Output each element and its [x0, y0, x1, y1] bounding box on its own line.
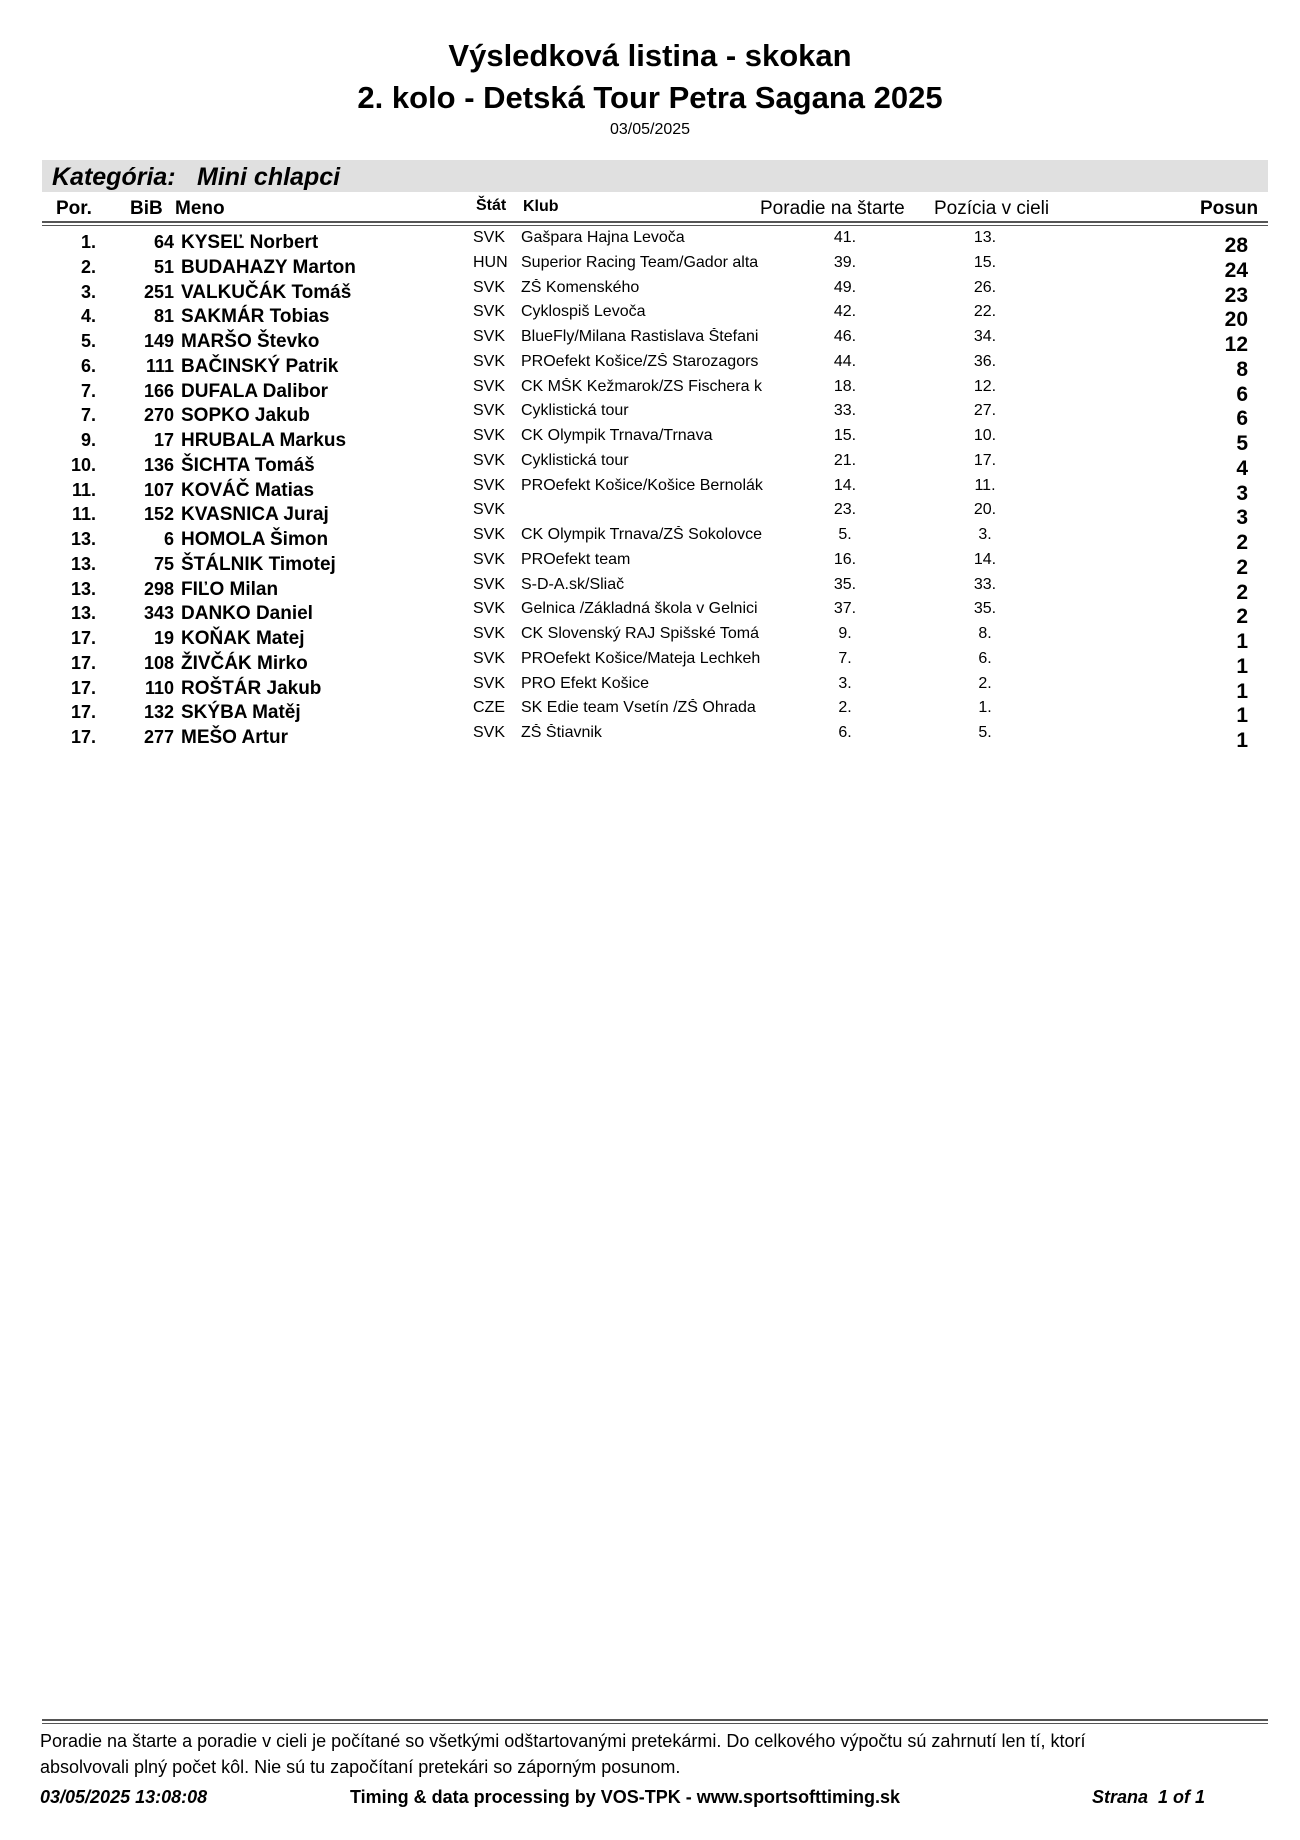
row-start-rank: 16.: [833, 550, 857, 568]
row-club: PROefekt team: [521, 550, 631, 568]
row-position: 3.: [80, 281, 96, 302]
row-finish-position: 1.: [978, 699, 992, 717]
row-nation: SVK: [473, 427, 506, 444]
table-row: [0, 723, 1300, 752]
table-row: [0, 352, 1300, 381]
row-gain: 6: [1236, 407, 1248, 431]
row-gain: 1: [1236, 630, 1248, 653]
row-name: SAKMÁR Tobias: [181, 306, 330, 328]
row-finish-position: 20.: [973, 501, 997, 519]
row-finish-position: 12.: [973, 377, 997, 395]
row-nation: SVK: [473, 229, 506, 246]
row-bib: 166: [143, 380, 174, 401]
footer-note-line2: absolvovali plný počet kôl. Nie sú tu započítaní pretekári so záporným posunom.: [40, 1757, 681, 1777]
row-gain: 28: [1224, 234, 1248, 257]
row-start-rank: 15.: [833, 427, 857, 444]
row-club: ZŠ Štiavnik: [521, 724, 602, 741]
row-name: KVASNICA Juraj: [181, 504, 329, 526]
row-gain: 24: [1224, 258, 1248, 282]
row-club: CK Slovenský RAJ Spišské Tomá: [521, 625, 760, 642]
row-gain: 2: [1236, 605, 1248, 629]
row-finish-position: 6.: [978, 649, 992, 667]
row-position: 1.: [80, 232, 96, 252]
row-position: 13.: [70, 603, 96, 624]
row-gain: 2: [1236, 580, 1248, 604]
row-start-rank: 39.: [833, 253, 857, 271]
row-bib: 108: [143, 652, 174, 673]
row-gain: 12: [1224, 333, 1248, 356]
table-row: [0, 253, 1300, 282]
row-name: KOVÁČ Matias: [181, 479, 315, 501]
row-bib: 81: [153, 306, 174, 327]
row-club: CK Olympik Trnava/ZŠ Sokolovce: [521, 526, 762, 543]
row-bib: 19: [153, 628, 174, 648]
table-row: [0, 228, 1300, 257]
row-bib: 343: [143, 603, 174, 624]
row-club: PROefekt Košice/Mateja Lechkeh: [521, 649, 761, 667]
row-club: S-D-A.sk/Sliač: [521, 575, 625, 593]
row-gain: 3: [1236, 506, 1248, 530]
row-position: 17.: [70, 677, 96, 698]
row-finish-position: 10.: [973, 427, 997, 444]
row-name: DUFALA Dalibor: [181, 380, 329, 402]
row-position: 11.: [71, 504, 96, 525]
row-finish-position: 26.: [973, 278, 997, 296]
table-row: [0, 377, 1300, 406]
row-gain: 1: [1236, 654, 1248, 678]
col-header-start: Poradie na štarte: [760, 198, 905, 219]
row-club: CK MŠK Kežmarok/ZS Fischera k: [521, 377, 762, 395]
table-row: [0, 426, 1300, 455]
row-start-rank: 14.: [833, 476, 857, 494]
row-start-rank: 3.: [838, 674, 852, 692]
row-start-rank: 18.: [833, 377, 857, 395]
row-start-rank: 35.: [833, 575, 857, 593]
row-finish-position: 15.: [973, 253, 997, 271]
row-position: 13.: [70, 529, 96, 549]
row-bib: 298: [143, 578, 174, 599]
row-nation: SVK: [473, 649, 506, 667]
row-finish-position: 8.: [978, 625, 992, 642]
table-row: [0, 599, 1300, 629]
header-divider: [42, 221, 1268, 226]
row-name: ŽIVČÁK Mirko: [181, 652, 308, 674]
row-finish-position: 11.: [974, 476, 996, 494]
row-nation: SVK: [473, 377, 506, 395]
row-nation: SVK: [473, 402, 506, 420]
footer-divider: [42, 1719, 1268, 1724]
row-club: ZŠ Komenského: [521, 278, 640, 296]
row-gain: 6: [1236, 382, 1248, 406]
row-gain: 20: [1224, 308, 1248, 332]
footer-timestamp: 03/05/2025 13:08:08: [40, 1787, 208, 1807]
row-bib: 110: [144, 677, 174, 698]
page-title: Výsledková listina - skokan: [448, 38, 852, 73]
row-name: ŠTÁLNIK Timotej: [181, 553, 336, 575]
row-bib: 75: [153, 553, 174, 574]
row-finish-position: 33.: [973, 575, 997, 593]
row-gain: 23: [1224, 283, 1248, 307]
row-club: CK Olympik Trnava/Trnava: [521, 427, 713, 444]
row-start-rank: 21.: [833, 451, 857, 469]
row-finish-position: 35.: [973, 600, 997, 618]
row-club: PRO Efekt Košice: [521, 674, 650, 692]
row-name: KYSEĽ Norbert: [181, 232, 319, 253]
row-club: Superior Racing Team/Gador alta: [521, 253, 759, 271]
table-row: [0, 550, 1300, 579]
row-gain: 1: [1236, 729, 1248, 752]
row-position: 5.: [80, 331, 96, 351]
col-header-club: Klub: [523, 198, 559, 215]
row-nation: SVK: [473, 625, 506, 642]
col-header-finish: Pozícia v cieli: [934, 198, 1050, 219]
row-start-rank: 46.: [833, 328, 857, 345]
row-nation: SVK: [473, 451, 506, 469]
col-header-nat: Štát: [476, 197, 507, 214]
row-club: PROefekt Košice/ZŠ Starozagors: [521, 352, 759, 370]
row-nation: SVK: [473, 278, 506, 296]
row-start-rank: 37.: [833, 600, 857, 618]
page-subtitle: 2. kolo - Detská Tour Petra Sagana 2025: [357, 80, 943, 115]
category-bar: [42, 160, 1268, 192]
row-position: 17.: [70, 702, 96, 723]
row-gain: 3: [1236, 481, 1248, 505]
row-start-rank: 23.: [833, 501, 857, 519]
row-start-rank: 42.: [833, 303, 857, 321]
table-row: [0, 698, 1300, 728]
table-row: [0, 302, 1300, 332]
row-club: SK Edie team Vsetín /ZŠ Ohrada: [521, 699, 756, 717]
footer-note-line1: Poradie na štarte a poradie v cieli je počítané so všetkými odštartovanými pretekármi. Do celkového výpočtu sú zahrnutí len tí, ktorí: [40, 1731, 1086, 1751]
page-date: 03/05/2025: [609, 121, 691, 138]
row-club: Cyklistická tour: [521, 402, 629, 420]
row-position: 13.: [70, 553, 96, 574]
row-position: 17.: [70, 652, 96, 673]
row-club: PROefekt Košice/Košice Bernolák: [521, 476, 763, 494]
row-club: Gašpara Hajna Levoča: [521, 229, 685, 246]
row-finish-position: 14.: [973, 550, 997, 568]
row-nation: SVK: [473, 501, 506, 519]
row-bib: 270: [143, 405, 174, 426]
row-finish-position: 2.: [978, 674, 992, 692]
row-finish-position: 3.: [978, 526, 992, 543]
row-start-rank: 49.: [833, 278, 857, 296]
table-row: [0, 401, 1300, 431]
row-name: VALKUČÁK Tomáš: [181, 281, 352, 303]
row-start-rank: 6.: [838, 724, 852, 741]
row-nation: SVK: [473, 600, 506, 618]
row-nation: SVK: [473, 724, 506, 741]
table-row: [0, 451, 1300, 480]
row-bib: 152: [143, 504, 174, 525]
row-name: MEŠO Artur: [181, 727, 288, 748]
row-position: 4.: [80, 306, 96, 327]
row-bib: 111: [145, 355, 174, 376]
row-nation: SVK: [473, 352, 506, 370]
row-position: 7.: [80, 380, 96, 401]
row-name: SOPKO Jakub: [181, 405, 310, 427]
table-row: [0, 500, 1300, 530]
row-start-rank: 2.: [838, 699, 852, 717]
row-nation: HUN: [473, 253, 508, 271]
row-start-rank: 7.: [838, 649, 852, 667]
row-gain: 8: [1236, 357, 1248, 381]
row-bib: 149: [143, 331, 174, 351]
row-nation: SVK: [473, 303, 506, 321]
table-row: [0, 476, 1300, 505]
row-position: 11.: [71, 479, 96, 500]
row-gain: 2: [1236, 555, 1248, 579]
row-position: 9.: [80, 430, 96, 450]
row-nation: SVK: [473, 575, 506, 593]
category-label: Kategória:: [52, 163, 176, 191]
row-bib: 64: [153, 232, 174, 252]
row-finish-position: 27.: [973, 402, 997, 420]
row-position: 10.: [70, 454, 96, 475]
row-bib: 132: [143, 702, 174, 723]
row-gain: 1: [1236, 679, 1248, 703]
table-row: [0, 674, 1300, 703]
row-start-rank: 44.: [833, 352, 857, 370]
row-name: ŠICHTA Tomáš: [181, 454, 315, 476]
col-header-name: Meno: [175, 198, 225, 219]
row-finish-position: 17.: [973, 451, 997, 469]
table-row: [0, 575, 1300, 604]
category-value: Mini chlapci: [197, 163, 341, 191]
row-gain: 4: [1236, 456, 1248, 480]
row-gain: 1: [1236, 704, 1248, 728]
row-name: BUDAHAZY Marton: [181, 256, 356, 278]
row-finish-position: 5.: [978, 724, 992, 741]
row-name: ROŠTÁR Jakub: [181, 677, 322, 699]
row-start-rank: 9.: [838, 625, 852, 642]
footer-credit: Timing & data processing by VOS-TPK - www.sportsofttiming.sk: [350, 1787, 901, 1807]
row-position: 2.: [80, 256, 96, 277]
row-start-rank: 41.: [833, 229, 857, 246]
row-name: FIĽO Milan: [181, 578, 279, 600]
row-club: BlueFly/Milana Rastislava Štefani: [521, 328, 759, 345]
row-name: MARŠO Števko: [181, 331, 320, 352]
row-bib: 51: [153, 256, 174, 277]
table-row: [0, 624, 1300, 653]
row-position: 17.: [70, 628, 96, 648]
row-position: 17.: [70, 727, 96, 747]
footer-page-number: Strana 1 of 1: [1092, 1787, 1206, 1807]
row-club: Cyklospiš Levoča: [521, 303, 646, 321]
row-finish-position: 34.: [973, 328, 997, 345]
table-row: [0, 649, 1300, 678]
row-nation: SVK: [473, 476, 506, 494]
col-header-pos: Por.: [56, 198, 92, 219]
col-header-gain: Posun: [1200, 198, 1259, 219]
row-position: 7.: [80, 405, 96, 426]
row-nation: SVK: [473, 526, 506, 543]
row-position: 6.: [80, 355, 96, 376]
row-nation: SVK: [473, 550, 506, 568]
row-gain: 2: [1236, 531, 1248, 554]
table-row: [0, 278, 1300, 307]
row-name: DANKO Daniel: [181, 603, 313, 625]
row-club: Cyklistická tour: [521, 451, 629, 469]
col-header-bib: BiB: [130, 198, 163, 219]
row-name: HOMOLA Šimon: [181, 529, 329, 550]
row-name: SKÝBA Matěj: [181, 702, 301, 724]
row-bib: 6: [163, 529, 174, 549]
row-finish-position: 22.: [973, 303, 997, 321]
row-bib: 136: [143, 454, 174, 475]
row-start-rank: 33.: [833, 402, 857, 420]
row-bib: 277: [143, 727, 174, 747]
row-finish-position: 13.: [973, 229, 997, 246]
row-nation: SVK: [473, 674, 506, 692]
row-name: KOŇAK Matej: [181, 628, 305, 649]
table-row: [0, 327, 1300, 356]
row-bib: 251: [143, 281, 174, 302]
row-finish-position: 36.: [973, 352, 997, 370]
row-club: Gelnica /Základná škola v Gelnici: [521, 600, 758, 618]
table-row: [0, 525, 1300, 554]
row-position: 13.: [70, 578, 96, 599]
row-bib: 107: [143, 479, 174, 500]
row-start-rank: 5.: [838, 526, 852, 543]
row-name: HRUBALA Markus: [181, 430, 347, 451]
row-bib: 17: [153, 430, 174, 450]
row-gain: 5: [1236, 432, 1248, 455]
row-name: BAČINSKÝ Patrik: [181, 355, 339, 377]
row-nation: SVK: [473, 328, 506, 345]
row-nation: CZE: [473, 699, 505, 717]
